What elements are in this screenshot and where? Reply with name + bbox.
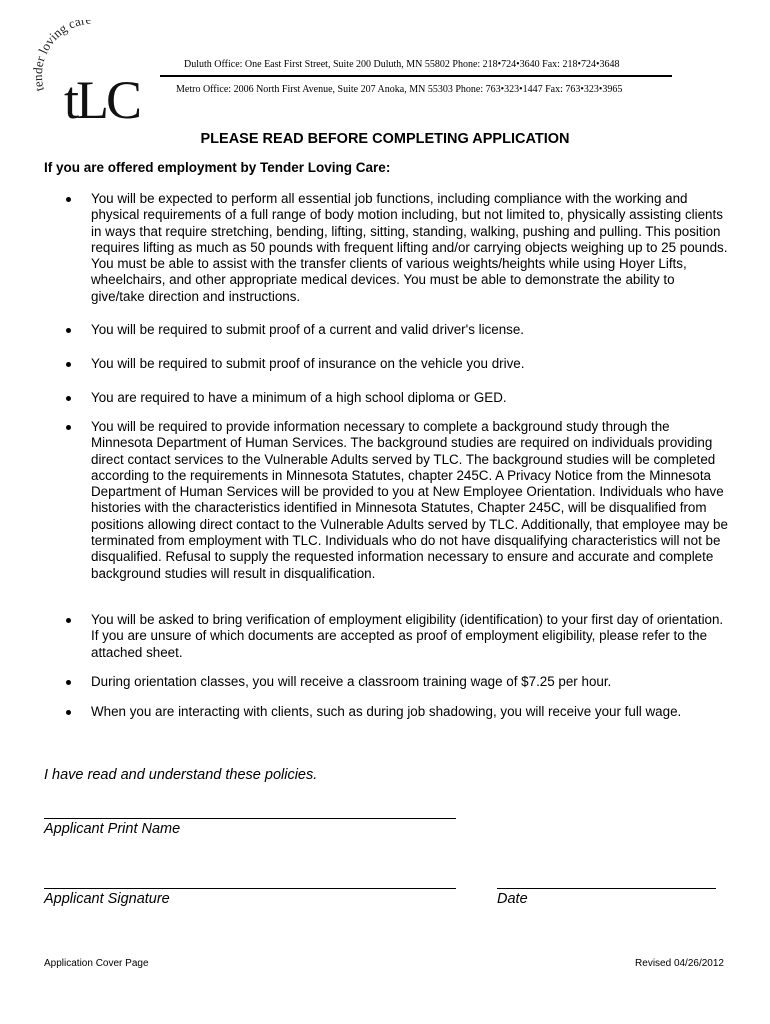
policy-text: You will be required to provide information necessary to complete a background study through the Minnesota Department of Human Services. The background studies are required on individuals providing direct contact services to the Vulnerable Adults served by TLC. The background studies will be completed according to the requirements in Minnesota Statutes, chapter 245C. A Privacy Notice from the Minnesota Department of Human Services will be provided to you at New Employee Orientation. Individuals who have histories with the characteristics identified in Minnesota Statutes, Chapter 245C, will be disqualified from positions allowing direct contact to the Vulnerable Adults served by TLC. Additionally, that employee may be terminated from employment with TLC. Individuals who do not have disqualifying characteristics will not be disqualified. Refusal to supply the requested information necessary to ensure and accurate and complete background studies will result in disqualification. [91, 419, 728, 581]
logo-monogram: tLC [64, 70, 140, 130]
acknowledgement-statement: I have read and understand these policies. [44, 767, 318, 783]
duluth-office-address: Duluth Office: One East First Street, Suite 200 Duluth, MN 55802 Phone: 218•724•3640 Fax: 218•724•3648 [184, 59, 620, 70]
logo-tagline: tender loving car [30, 20, 87, 93]
page-title: PLEASE READ BEFORE COMPLETING APPLICATION [200, 131, 570, 147]
print-name-line[interactable] [44, 818, 456, 819]
policy-text: You are required to have a minimum of a high school diploma or GED. [91, 390, 507, 405]
bullet-marker [66, 680, 71, 685]
bullet-marker [66, 328, 71, 333]
date-label: Date [497, 891, 528, 907]
signature-line[interactable] [44, 888, 456, 889]
policy-text: You will be asked to bring verification of employment eligibility (identification) to your first day of orientation. If you are unsure of which documents are accepted as proof of employment eligibility, please refer to the attached sheet. [91, 612, 724, 660]
print-name-label: Applicant Print Name [44, 821, 181, 837]
footer-page-label: Application Cover Page [44, 958, 149, 969]
date-line[interactable] [497, 888, 716, 889]
bullet-marker [66, 197, 71, 202]
policy-text: You will be required to submit proof of a current and valid driver's license. [91, 322, 525, 337]
bullet-marker [66, 396, 71, 401]
policy-text: During orientation classes, you will receive a classroom training wage of $7.25 per hour. [91, 674, 612, 689]
policy-text: You will be expected to perform all essential job functions, including compliance with the working and physical requirements of a full range of body motion including, but not limited to, physically assisting clients in ways that require stretching, bending, lifting, sitting, standing, walking, pushing and pulling. This position requires lifting as much as 50 pounds with frequent lifting and/or carrying objects weighing up to 25 pounds. You must be able to assist with the transfer clients of various weights/heights while using Hoyer Lifts, wheelchairs, and other appropriate medical devices. You must be able to demonstrate the ability to give/take direction and instructions. [91, 191, 728, 304]
bullet-marker [66, 710, 71, 715]
tlc-logo [30, 20, 150, 130]
bullet-marker [66, 362, 71, 367]
bullet-marker [66, 618, 71, 623]
policy-text: You will be required to submit proof of insurance on the vehicle you drive. [91, 356, 525, 371]
footer-revision-date: Revised 04/26/2012 [635, 958, 724, 969]
policy-text: When you are interacting with clients, such as during job shadowing, you will receive your full wage. [91, 704, 682, 719]
signature-label: Applicant Signature [44, 891, 170, 907]
metro-office-address: Metro Office: 2006 North First Avenue, Suite 207 Anoka, MN 55303 Phone: 763•323•1447 Fax: 763•323•3965 [176, 84, 623, 95]
header-divider [160, 75, 672, 77]
intro-text: If you are offered employment by Tender Loving Care: [44, 160, 391, 175]
tlc-logo-graphic [30, 20, 150, 130]
bullet-marker [66, 425, 71, 430]
